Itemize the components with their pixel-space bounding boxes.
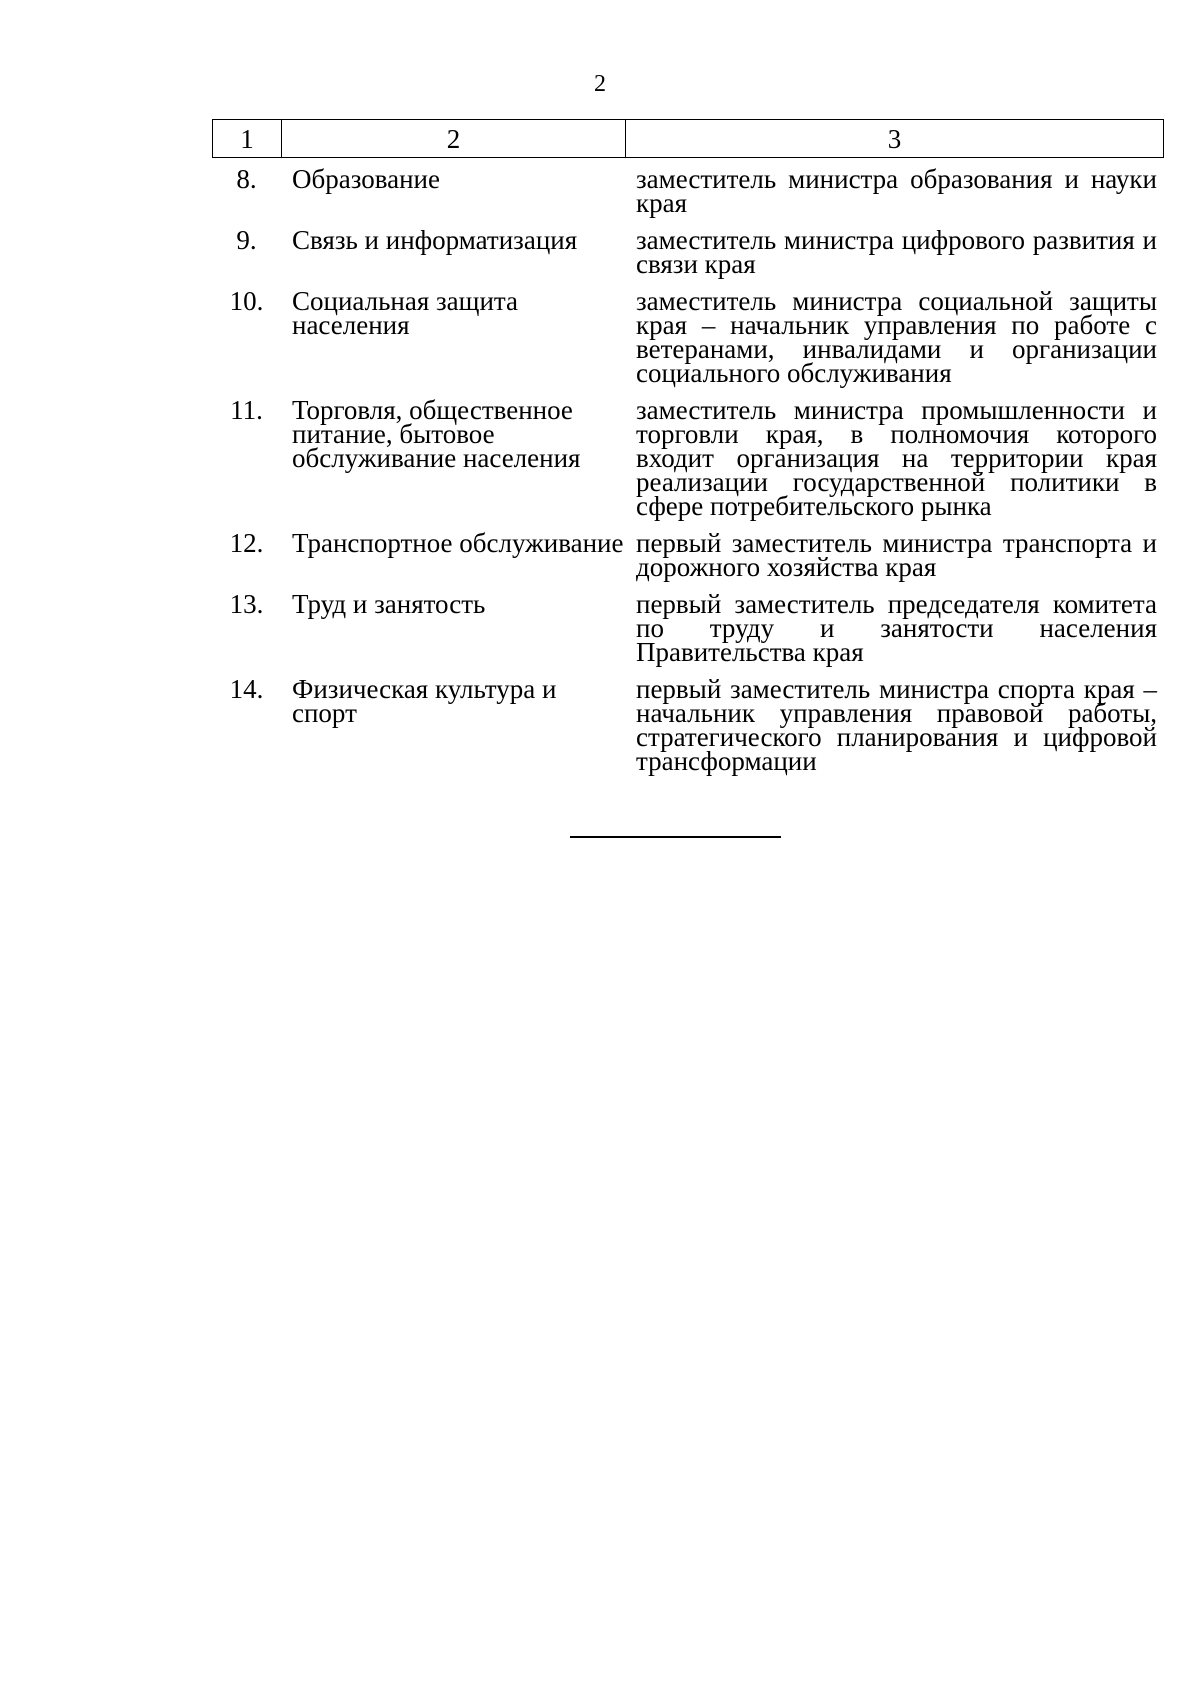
table-row [212, 286, 1163, 388]
row-responsible: заместитель министра образования и науки края [636, 164, 1157, 218]
row-responsible: заместитель министра промышленности и торговли края, в полномочия которого входит организация на территории края реализации государственной политики в сфере потребительского рынка [636, 395, 1157, 521]
table-row [212, 528, 1163, 582]
row-topic: Транспортное обслуживание [292, 528, 624, 558]
row-topic: Труд и занятость [292, 589, 486, 619]
column-header-row [213, 120, 1164, 158]
column-header-table [212, 119, 1164, 158]
table-row [212, 589, 1163, 667]
row-responsible: первый заместитель министра транспорта и дорожного хозяйства края [636, 528, 1157, 582]
table-body [212, 166, 1163, 785]
row-responsible: заместитель министра социальной защиты края – начальник управления по работе с ветеранами, инвалидами и организации социального обслуживания [636, 286, 1157, 388]
row-responsible: первый заместитель председателя комитета по труду и занятости населения Правительства края [636, 589, 1157, 667]
table-row [212, 395, 1163, 521]
end-of-document-rule [570, 836, 781, 838]
row-responsible: заместитель министра цифрового развития и связи края [636, 225, 1157, 279]
row-number: 10. [229, 286, 264, 316]
column-header-number: 1 [213, 120, 282, 158]
row-topic: Торговля, общественное питание, бытовое обслуживание населения [292, 395, 581, 473]
row-number: 14. [229, 674, 264, 704]
row-number: 8. [236, 164, 257, 194]
table-row [212, 164, 1163, 218]
row-number: 9. [236, 225, 257, 255]
row-topic: Физическая культура и спорт [292, 674, 557, 728]
row-number: 11. [230, 395, 263, 425]
column-header-topic: 2 [282, 120, 626, 158]
table-row [212, 674, 1163, 776]
table-row [212, 225, 1163, 279]
row-topic: Социальная защита населения [292, 286, 519, 340]
row-number: 13. [229, 589, 264, 619]
row-topic: Образование [292, 164, 440, 194]
row-number: 12. [229, 528, 264, 558]
row-topic: Связь и информатизация [292, 225, 578, 255]
row-responsible: первый заместитель министра спорта края – начальник управления правовой работы, стратегического планирования и цифровой трансформации [636, 674, 1157, 776]
column-header-responsible: 3 [626, 120, 1164, 158]
page-number: 2 [594, 71, 606, 97]
